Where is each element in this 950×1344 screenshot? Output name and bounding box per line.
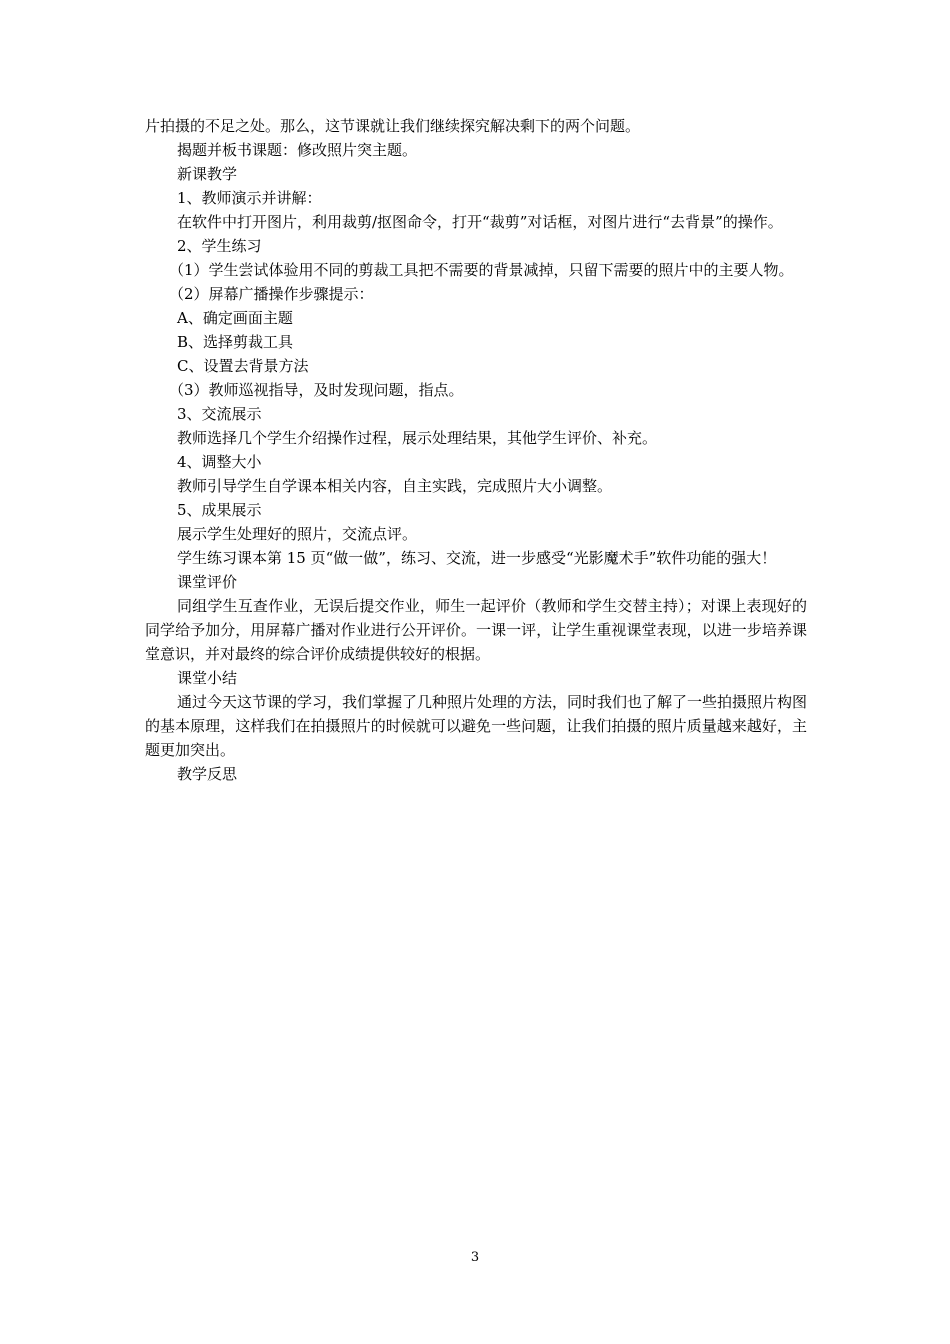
step-3-heading: 3、交流展示 [177, 405, 262, 423]
step-1-heading: 1、教师演示并讲解： [177, 189, 322, 207]
step-2-item-3: （3）教师巡视指导，及时发现问题，指点。 [169, 381, 464, 399]
hint-c: C、设置去背景方法 [177, 357, 309, 375]
document-body [145, 114, 807, 786]
heading-teaching-reflection: 教学反思 [177, 765, 238, 783]
heading-new-lesson: 新课教学 [177, 165, 238, 183]
heading-class-summary: 课堂小结 [177, 669, 238, 687]
step-2-item-2: （2）屏幕广播操作步骤提示： [169, 285, 374, 303]
step-3-description: 教师选择几个学生介绍操作过程，展示处理结果，其他学生评价、补充。 [177, 429, 658, 447]
paragraph-topic-reveal: 揭题并板书课题：修改照片突主题。 [177, 141, 418, 159]
step-5-description: 展示学生处理好的照片，交流点评。 [177, 525, 418, 543]
page-number: 3 [470, 1250, 480, 1265]
step-4-heading: 4、调整大小 [177, 453, 262, 471]
step-1-description: 在软件中打开图片，利用裁剪/抠图命令，打开“裁剪”对话框，对图片进行“去背景”的操作。 [177, 213, 783, 231]
hint-a: A、确定画面主题 [177, 309, 293, 327]
step-5-heading: 5、成果展示 [177, 501, 262, 519]
class-summary-paragraph: 通过今天这节课的学习，我们掌握了几种照片处理的方法，同时我们也了解了一些拍摄照片构图的基本原理，这样我们在拍摄照片的时候就可以避免一些问题，让我们拍摄的照片质量越来越好，主题更加突出。 [145, 693, 808, 759]
step-4-description: 教师引导学生自学课本相关内容，自主实践，完成照片大小调整。 [177, 477, 613, 495]
practice-paragraph: 学生练习课本第 15 页“做一做”，练习、交流，进一步感受“光影魔术手”软件功能的强大！ [177, 549, 777, 567]
hint-b: B、选择剪裁工具 [177, 333, 294, 351]
paragraph-continuation: 片拍摄的不足之处。那么，这节课就让我们继续探究解决剩下的两个问题。 [145, 117, 641, 135]
step-2-heading: 2、学生练习 [177, 237, 262, 255]
heading-class-evaluation: 课堂评价 [177, 573, 238, 591]
class-evaluation-paragraph: 同组学生互查作业，无误后提交作业，师生一起评价（教师和学生交替主持）；对课上表现好的同学给予加分，用屏幕广播对作业进行公开评价。一课一评，让学生重视课堂表现，以进一步培养课堂意识，并对最终的综合评价成绩提供较好的根据。 [145, 597, 807, 663]
step-2-item-1: （1）学生尝试体验用不同的剪裁工具把不需要的背景减掉，只留下需要的照片中的主要人物。 [169, 261, 794, 279]
